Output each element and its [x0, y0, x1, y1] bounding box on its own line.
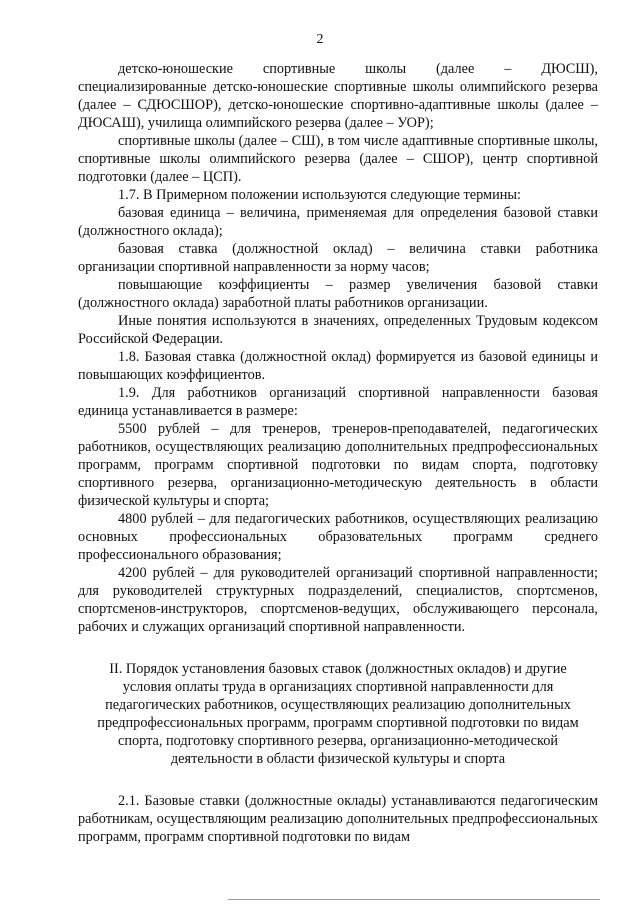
paragraph-2-1: 2.1. Базовые ставки (должностные оклады) устанавливаются педагогическим работникам, осуществляющим реализацию дополнительных предпрофессиональных программ, программ спортивной подготовки по видам	[78, 793, 598, 845]
paragraph-sports-schools: детско-юношеские спортивные школы (далее – ДЮСШ), специализированные детско-юношеские спортивные школы олимпийского резерва (далее – СДЮСШОР), детско-юношеские спортивно-адаптивные школы (далее – ДЮСАШ), училища олимпийского резерва (далее – УОР);	[78, 61, 598, 131]
paragraph-5500: 5500 рублей – для тренеров, тренеров-преподавателей, педагогических работников, осуществляющих реализацию дополнительных предпрофессиональных программ, программ спортивной подготовки по видам спорта, подготовку спортивного резерва, организационно-методическую деятельность в области физической культуры и спорта;	[78, 421, 598, 509]
paragraph-1-7: 1.7. В Примерном положении используются следующие термины:	[118, 187, 521, 203]
paragraph-term-base-unit: базовая единица – величина, применяемая для определения базовой ставки (должностного оклада);	[78, 205, 598, 239]
section-heading: II. Порядок установления базовых ставок (должностных окладов) и другие условия оплаты труда в организациях спортивной направленности для педагогических работников, осуществляющих реализацию дополнительных предпрофессиональных программ, программ спортивной подготовки по видам спорта, подготовку спортивного резерва, организационно-методической деятельности в области физической культуры и спорта	[97, 661, 579, 767]
document-body	[78, 60, 598, 846]
spacer	[78, 768, 598, 792]
paragraph-4800: 4800 рублей – для педагогических работников, осуществляющих реализацию основных профессиональных образовательных программ среднего профессионального образования;	[78, 511, 598, 563]
paragraph-term-base-rate: базовая ставка (должностной оклад) – величина ставки работника организации спортивной направленности за норму часов;	[78, 241, 598, 275]
paragraph-1-9: 1.9. Для работников организаций спортивной направленности базовая единица устанавливается в размере:	[78, 385, 598, 419]
spacer	[78, 636, 598, 660]
page-number: 2	[316, 32, 324, 47]
paragraph-4200: 4200 рублей – для руководителей организаций спортивной направленности; для руководителей структурных подразделений, специалистов, спортсменов, спортсменов-инструкторов, спортсменов-ведущих, обслуживающего персонала, рабочих и служащих организаций спортивной направленности.	[78, 565, 598, 635]
paragraph-1-8: 1.8. Базовая ставка (должностной оклад) формируется из базовой единицы и повышающих коэффициентов.	[78, 349, 598, 383]
paragraph-term-coefficients: повышающие коэффициенты – размер увеличения базовой ставки (должностного оклада) заработной платы работников организации.	[78, 277, 598, 311]
paragraph-other-terms: Иные понятия используются в значениях, определенных Трудовым кодексом Российской Федерации.	[78, 313, 598, 347]
bottom-rule	[228, 899, 600, 900]
paragraph-sports-schools-cont: спортивные школы (далее – СШ), в том числе адаптивные спортивные школы, спортивные школы олимпийского резерва (далее – СШОР), центр спортивной подготовки (далее – ЦСП).	[78, 133, 598, 185]
